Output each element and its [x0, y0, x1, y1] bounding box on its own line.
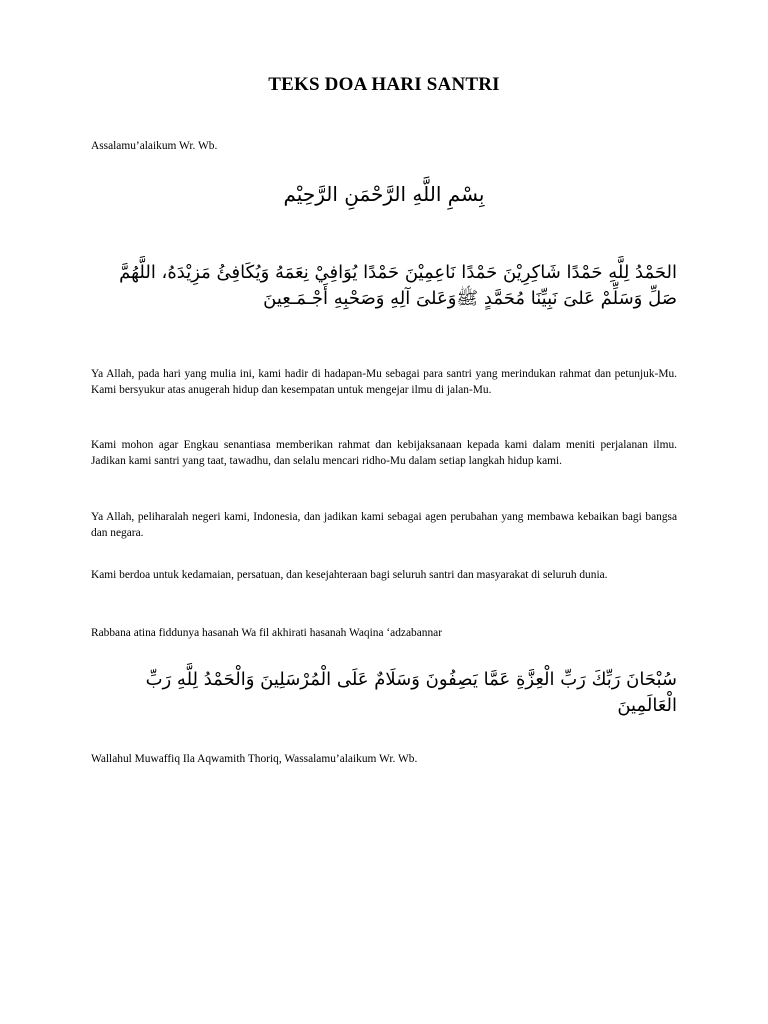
- prayer-paragraph-4: Kami berdoa untuk kedamaian, persatuan, dan kesejahteraan bagi seluruh santri dan masyarakat di seluruh dunia.: [91, 569, 608, 581]
- closing-arabic: سُبْحَانَ رَبِّكَ رَبِّ الْعِزَّةِ عَمَّا يَصِفُونَ وَسَلَامٌ عَلَى الْمُرْسَلِينَ وَالْحَمْدُ لِلَّهِ رَبِّ الْعَالَمِينَ: [145, 669, 677, 716]
- prayer-paragraph-1: Ya Allah, pada hari yang mulia ini, kami hadir di hadapan-Mu sebagai para santri yang merindukan rahmat dan petunjuk-Mu. Kami bersyukur atas anugerah hidup dan kesempatan untuk mengejar ilmu di jalan-Mu.: [91, 368, 677, 396]
- prayer-paragraph-3: Ya Allah, peliharalah negeri kami, Indonesia, dan jadikan kami sebagai agen perubahan yang membawa kebaikan bagi bangsa dan negara.: [91, 511, 677, 539]
- basmalah-arabic: بِسْمِ اللَّهِ الرَّحْمَنِ الرَّحِيْم: [283, 182, 485, 206]
- hamdalah-arabic: الحَمْدُ لِلَّهِ حَمْدًا شَاكِرِيْنَ حَمْدًا نَاعِمِيْنَ حَمْدًا يُوَافِيْ نِعَمَهُ وَيُكَافِئُ مَزِيْدَهُ، اللَّهُمَّ صَلِّ وَسَلِّمْ عَلىَ نَبِيِّنَا مُحَمَّدٍ ﷺوَعَلىَ آلِهِ وَصَحْبِهِ أَجْـمَـعِينَ: [119, 262, 677, 309]
- closing-text: Wallahul Muwaffiq Ila Aqwamith Thoriq, Wassalamu’alaikum Wr. Wb.: [91, 753, 418, 765]
- prayer-paragraph-5: Rabbana atina fiddunya hasanah Wa fil akhirati hasanah Waqina ‘adzabannar: [91, 627, 443, 639]
- document-title: TEKS DOA HARI SANTRI: [268, 74, 500, 95]
- greeting-text: Assalamu’alaikum Wr. Wb.: [91, 140, 218, 152]
- prayer-paragraph-2: Kami mohon agar Engkau senantiasa memberikan rahmat dan kebijaksanaan kepada kami dalam meniti perjalanan ilmu. Jadikan kami santri yang taat, tawadhu, dan selalu mencari ridho-Mu dalam setiap langkah hidup kami.: [91, 439, 677, 467]
